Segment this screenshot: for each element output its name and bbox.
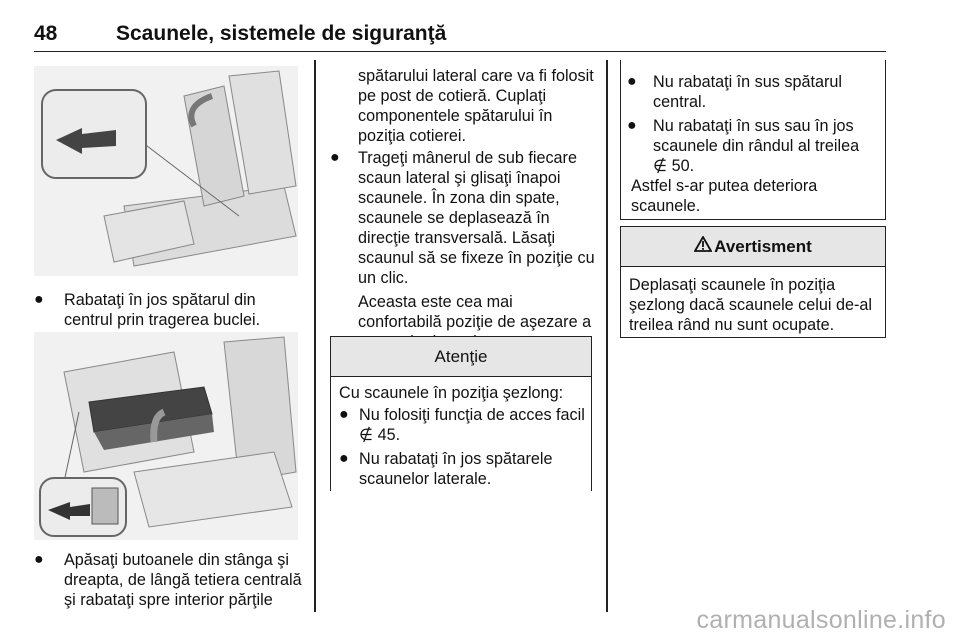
warning-title-bar <box>621 227 885 267</box>
page-number: 48 <box>34 22 58 45</box>
attention-item-1: Nu folosiţi funcţia de acces facil ∉ 45. <box>359 406 585 444</box>
instruction-text-3: Trageţi mânerul de sub fiecare scaun lateral şi glisaţi înapoi scaunele. În zona din spate, scaunele se deplasează în direcţie transversală. Lăsaţi scaunul să se fixeze în poziţie cu un clic. <box>358 149 595 287</box>
watermark: carmanualsonline.info <box>696 606 946 634</box>
attention-item-2: Nu rabataţi în jos spătarele scaunelor laterale. <box>359 450 553 488</box>
seat-drawing-1 <box>34 66 298 276</box>
bullet-marker: ● <box>339 450 349 467</box>
comfort-note: Aceasta este cea mai confortabilă poziţie de aşezare a <box>358 293 592 331</box>
bullet-marker: ● <box>627 73 637 90</box>
continuation-text: spătarului lateral care va fi folosit pe post de cotieră. Cuplaţi componentele spătarului în poziţia cotierei. <box>358 67 594 145</box>
attention-box <box>330 336 592 491</box>
attention-title: Atenţie <box>331 337 591 377</box>
bullet-marker: ● <box>34 291 44 308</box>
bullet-marker: ● <box>627 117 637 134</box>
attention-box-continuation <box>620 60 886 220</box>
page-title: Scaunele, sistemele de siguranţă <box>116 22 447 45</box>
instruction-text-1: Rabataţi în jos spătarul din centrul prin tragerea buclei. <box>64 291 261 329</box>
bullet-marker: ● <box>339 406 349 423</box>
bullet-marker: ● <box>330 149 340 166</box>
seat-illustration-armrest <box>34 332 298 540</box>
attention-item-3: Nu rabataţi în sus spătarul central. <box>653 73 842 111</box>
attention-closing: Astfel s-ar putea deteriora scaunele. <box>631 177 818 215</box>
seat-drawing-2 <box>34 332 298 540</box>
instruction-text-2: Apăsaţi butoanele din stânga şi dreapta, de lângă tetiera centrală şi rabataţi spre interior părţile <box>64 551 302 609</box>
column-divider-1 <box>314 60 316 612</box>
warning-title: Avertisment <box>714 236 812 256</box>
seat-illustration-center-backrest <box>34 66 298 276</box>
column-divider-2 <box>606 60 608 612</box>
warning-box <box>620 226 886 338</box>
attention-intro: Cu scaunele în poziţia şezlong: <box>339 384 564 402</box>
warning-text: Deplasaţi scaunele în poziţia şezlong dacă scaunele celui de-al treilea rând nu sunt ocupate. <box>629 276 872 334</box>
page-header <box>34 22 886 52</box>
bullet-marker: ● <box>34 551 44 568</box>
warning-triangle-icon <box>694 236 712 257</box>
attention-item-4: Nu rabataţi în sus sau în jos scaunele din rândul al treilea ∉ 50. <box>653 117 860 175</box>
